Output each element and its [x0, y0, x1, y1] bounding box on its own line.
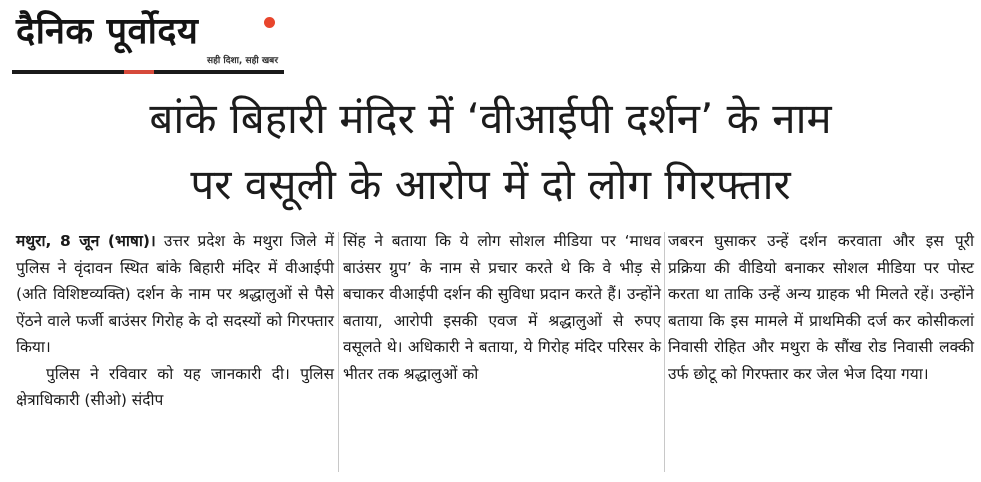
article-column-1 [16, 228, 334, 414]
article-column-2 [343, 228, 661, 387]
article-paragraph-4: जबरन घुसाकर उन्हें दर्शन करवाता और इस पूरी प्रक्रिया की वीडियो बनाकर सोशल मीडिया पर पोस्ट करता था ताकि उन्हें अन्य ग्राहक भी मिलते रहें। उन्होंने बताया कि इस मामले में प्राथमिकी दर्ज कर कोसीकलां निवासी रोहित और मथुरा के सौंख रोड निवासी लक्की उर्फ छोटू को गिरफ्तार कर जेल भेज दिया गया। [668, 232, 974, 383]
article-paragraph-3: सिंह ने बताया कि ये लोग सोशल मीडिया पर ‘माधव बाउंसर ग्रुप’ के नाम से प्रचार करते थे कि वे भीड़ से बचाकर वीआईपी दर्शन की सुविधा प्रदान करते हैं। उन्होंने बताया, आरोपी इसकी एवज में श्रद्धालुओं से रुपए वसूलते थे। अधिकारी ने बताया, ये गिरोह मंदिर परिसर के भीतर तक श्रद्धालुओं को [343, 232, 661, 383]
article-headline [0, 86, 981, 218]
headline-line-2: पर वसूली के आरोप में दो लोग गिरफ्तार [190, 160, 791, 209]
article-column-3 [668, 228, 974, 387]
headline-line-1: बांके बिहारी मंदिर में ‘वीआईपी दर्शन’ के नाम [149, 94, 832, 143]
newspaper-tagline: सही दिशा, सही खबर [207, 56, 278, 66]
paragraph-1-text: उत्तर प्रदेश के मथुरा जिले में पुलिस ने वृंदावन स्थित बांके बिहारी मंदिर में वीआईपी (अति विशिष्टव्यक्ति) दर्शन के नाम पर श्रद्धालुओं से पैसे ऐंठने वाले फर्जी बाउंसर गिरोह के दो सदस्यों को गिरफ्तार किया। [16, 232, 335, 356]
newspaper-logo: दैनिक पूर्वोदय [16, 11, 199, 52]
column-divider [338, 232, 339, 472]
article-paragraph-1 [16, 228, 334, 361]
masthead [12, 8, 284, 74]
column-divider [664, 232, 665, 472]
masthead-rule-accent [124, 70, 154, 74]
logo-dot-icon [264, 17, 275, 28]
dateline: मथुरा, 8 जून (भाषा)। [16, 232, 156, 250]
article-paragraph-2: पुलिस ने रविवार को यह जानकारी दी। पुलिस क्षेत्राधिकारी (सीओ) संदीप [16, 364, 334, 409]
